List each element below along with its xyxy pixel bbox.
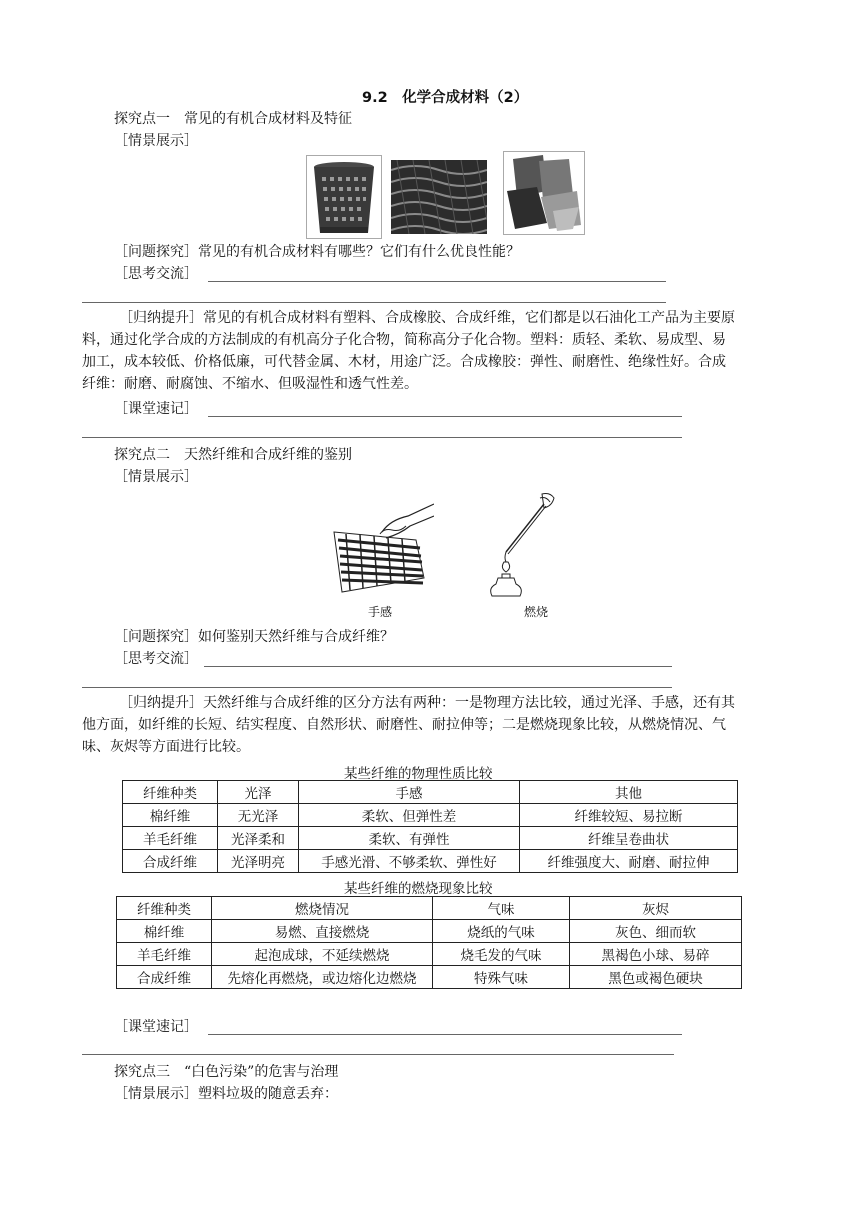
table-cell: 特殊气味 [433, 966, 570, 989]
section2-heading: 探究点二 天然纤维和合成纤维的鉴别 [114, 447, 352, 463]
table-cell: 合成纤维 [117, 966, 212, 989]
section1-scene-label: ［情景展示］ [114, 133, 198, 149]
section2-discuss-label: ［思考交流］ [114, 651, 198, 667]
table-row [117, 966, 742, 989]
section2-summary: ［归纳提升］天然纤维与合成纤维的区分方法有两种：一是物理方法比较，通过光泽、手感，还有其他方面，如纤维的长短、结实程度、自然形状、耐磨性、耐拉伸等；二是燃烧现象比较，从燃烧情况、气味、灰烬等方面进行比较。 [82, 695, 735, 755]
table-cell: 柔软、有弹性 [299, 827, 520, 850]
table-cell: 合成纤维 [123, 850, 218, 873]
table1-caption: 某些纤维的物理性质比较 [344, 766, 493, 782]
table-header-cell: 灰烬 [570, 897, 742, 920]
table-header-cell: 气味 [433, 897, 570, 920]
table-cell: 羊毛纤维 [123, 827, 218, 850]
page-title: 9.2 化学合成材料（2） [362, 90, 529, 106]
table2-caption: 某些纤维的燃烧现象比较 [344, 881, 493, 897]
fig-label-burning: 燃烧 [524, 605, 549, 619]
section1-heading: 探究点一 常见的有机合成材料及特征 [114, 111, 352, 127]
section1-summary: ［归纳提升］常见的有机合成材料有塑料、合成橡胶、合成纤维，它们都是以石油化工产品为主要原料，通过化学合成的方法制成的有机高分子化合物，简称高分子化合物。塑料：质轻、柔软、易成型、易加工，成本较低、价格低廉，可代替金属、木材，用途广泛。合成橡胶：弹性、耐磨性、绝缘性好。合成纤维：耐磨、耐腐蚀、不缩水、但吸湿性和透气性差。 [82, 310, 735, 392]
table-row [123, 804, 738, 827]
rubber-tires-image [391, 160, 487, 234]
table-row [117, 920, 742, 943]
table-row [123, 827, 738, 850]
plastic-basket-image [306, 155, 382, 239]
table-header-cell: 燃烧情况 [212, 897, 433, 920]
table-cell: 棉纤维 [117, 920, 212, 943]
section1-discuss-label: ［思考交流］ [114, 266, 198, 282]
section1-notes-label: ［课堂速记］ [114, 401, 198, 417]
answer-line [82, 687, 672, 688]
table-header-cell: 其他 [520, 781, 738, 804]
table-header-row [123, 781, 738, 804]
section2-scene-label: ［情景展示］ [114, 469, 198, 485]
table-cell: 手感光滑、不够柔软、弹性好 [299, 850, 520, 873]
table-cell: 棉纤维 [123, 804, 218, 827]
table-cell: 无光泽 [218, 804, 299, 827]
physical-property-table [122, 780, 738, 873]
table-cell: 羊毛纤维 [117, 943, 212, 966]
table-cell: 光泽明亮 [218, 850, 299, 873]
table-header-cell: 手感 [299, 781, 520, 804]
synthetic-fiber-clothes-image [503, 151, 585, 235]
table-header-cell: 光泽 [218, 781, 299, 804]
table-cell: 柔软、但弹性差 [299, 804, 520, 827]
answer-line [204, 666, 672, 667]
table-header-cell: 纤维种类 [117, 897, 212, 920]
table-row [123, 850, 738, 873]
table-header-row [117, 897, 742, 920]
table-cell: 先熔化再燃烧，或边熔化边燃烧 [212, 966, 433, 989]
table-cell: 起泡成球，不延续燃烧 [212, 943, 433, 966]
fig-label-hand-feel: 手感 [368, 605, 393, 619]
table-cell: 烧纸的气味 [433, 920, 570, 943]
answer-line [82, 302, 666, 303]
section1-question: ［问题探究］常见的有机合成材料有哪些？它们有什么优良性能？ [114, 244, 520, 260]
table-cell: 纤维强度大、耐磨、耐拉伸 [520, 850, 738, 873]
table-row [117, 943, 742, 966]
table-cell: 易燃、直接燃烧 [212, 920, 433, 943]
notes-line [82, 437, 682, 438]
section2-notes-label: ［课堂速记］ [114, 1019, 198, 1035]
burning-property-table [116, 896, 742, 989]
table-cell: 黑褐色小球、易碎 [570, 943, 742, 966]
section2-question: ［问题探究］如何鉴别天然纤维与合成纤维？ [114, 629, 394, 645]
notes-line [208, 1034, 682, 1035]
table-cell: 灰色、细而软 [570, 920, 742, 943]
burning-figure [484, 488, 564, 600]
hand-feel-figure [330, 500, 434, 600]
section3-scene: ［情景展示］塑料垃圾的随意丢弃： [114, 1086, 338, 1102]
notes-line [208, 416, 682, 417]
table-cell: 烧毛发的气味 [433, 943, 570, 966]
table-header-cell: 纤维种类 [123, 781, 218, 804]
table-cell: 纤维呈卷曲状 [520, 827, 738, 850]
answer-line [208, 281, 666, 282]
table-cell: 光泽柔和 [218, 827, 299, 850]
table-cell: 纤维较短、易拉断 [520, 804, 738, 827]
notes-line [82, 1054, 674, 1055]
section3-heading: 探究点三 “白色污染”的危害与治理 [114, 1064, 339, 1080]
table-cell: 黑色或褐色硬块 [570, 966, 742, 989]
